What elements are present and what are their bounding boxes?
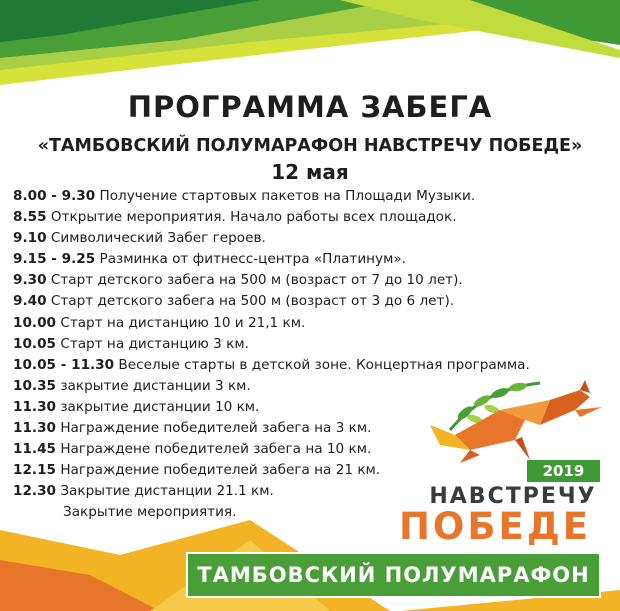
schedule-item-text: Старт на дистанцию 10 и 21,1 км. xyxy=(56,314,306,331)
schedule-item-text: Награждене победителей забега на 10 км. xyxy=(56,441,372,458)
schedule-item-time: 9.10 xyxy=(13,230,47,247)
schedule-item-time: 11.45 xyxy=(13,441,56,458)
year-badge: 2019 xyxy=(527,460,600,482)
schedule-item-text: Открытие мероприятия. Начало работы всех площадок. xyxy=(46,209,457,226)
schedule-item-time: 10.05 xyxy=(13,335,56,352)
schedule-item-text: закрытие дистанции 3 км. xyxy=(56,377,251,394)
schedule-item-text: Закрытие дистанции 21.1 км. xyxy=(56,483,274,500)
schedule-item xyxy=(13,397,613,418)
schedule-item-text: Награждение победителей забега на 21 км. xyxy=(56,462,381,479)
schedule-list xyxy=(13,186,613,524)
schedule-item-time: 11.30 xyxy=(13,398,56,415)
schedule-item xyxy=(13,313,613,334)
schedule-item-text: Старт детского забега на 500 м (возраст от 3 до 6 лет). xyxy=(46,293,455,310)
schedule-item-text: Символический Забег героев. xyxy=(46,230,266,247)
schedule-item xyxy=(13,418,613,439)
logo-line-2: ПОБЕДЕ xyxy=(398,505,592,548)
schedule-item-text: Получение стартовых пакетов на Площади Музыки. xyxy=(95,188,476,204)
schedule-item xyxy=(13,249,613,270)
schedule-item-time: 11.30 xyxy=(13,420,56,437)
schedule-item-time: 10.35 xyxy=(13,377,56,394)
schedule-item-time: 10.05 - 11.30 xyxy=(13,356,115,373)
event-date: 12 мая xyxy=(271,160,349,184)
schedule-item xyxy=(13,228,613,249)
schedule-item xyxy=(13,376,613,397)
banner-text: ТАМБОВСКИЙ ПОЛУМАРАФОН xyxy=(197,563,590,587)
schedule-item-time: 9.40 xyxy=(13,293,47,310)
schedule-item-text: Старт детского забега на 500 м (возраст от 7 до 10 лет). xyxy=(46,272,463,289)
schedule-item-time: 9.15 - 9.25 xyxy=(13,251,96,268)
schedule-item xyxy=(13,291,613,312)
schedule-item-time: 12.30 xyxy=(13,483,56,500)
schedule-item xyxy=(13,334,613,355)
schedule-item xyxy=(13,186,613,207)
schedule-item xyxy=(13,460,613,481)
schedule-item-time: 8.00 - 9.30 xyxy=(13,188,96,204)
schedule-item-time: 12.15 xyxy=(13,462,56,479)
schedule-item xyxy=(13,270,613,291)
schedule-item-time: 9.30 xyxy=(13,272,47,289)
schedule-item-text: Старт на дистанцию 3 км. xyxy=(56,335,249,352)
schedule-item-text: Закрытие мероприятия. xyxy=(63,504,237,521)
event-subtitle: «ТАМБОВСКИЙ ПОЛУМАРАФОН НАВСТРЕЧУ ПОБЕДЕ» xyxy=(37,136,583,156)
schedule-item-text: Веселые старты в детской зоне. Концертная программа. xyxy=(114,356,530,373)
schedule-item-text: Награждение победителей забега на 3 км. xyxy=(56,420,372,437)
logo-line-1: НАВСТРЕЧУ xyxy=(429,484,597,509)
bottom-banner xyxy=(186,552,601,598)
schedule-item-time: 10.00 xyxy=(13,314,56,331)
schedule-item-text: Разминка от фитнесс-центра «Платинум». xyxy=(95,251,406,268)
schedule-item-time: 8.55 xyxy=(13,209,47,226)
schedule-item xyxy=(13,355,613,376)
page-title: ПРОГРАММА ЗАБЕГА xyxy=(127,90,493,124)
schedule-item xyxy=(13,439,613,460)
schedule-item-text: закрытие дистанции 10 км. xyxy=(56,398,260,415)
schedule-item xyxy=(13,207,613,228)
